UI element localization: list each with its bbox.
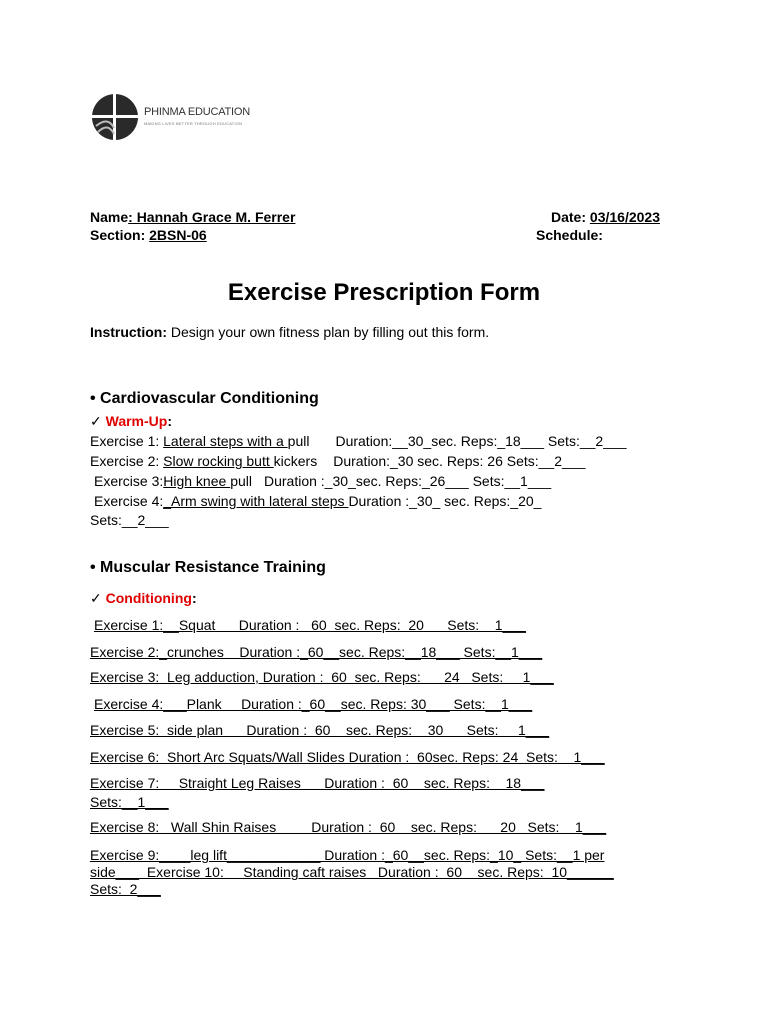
ex-prefix: Exercise 3: (94, 473, 164, 489)
conditioning-colon: : (191, 590, 197, 606)
logo-brand: PHINMA EDUCATION (144, 106, 250, 118)
muscular-heading: • Muscular Resistance Training (90, 559, 326, 576)
muscular-exercise-4: Exercise 4:___Plank Duration :_60__sec. Reps: 30___ Sets:__1___ (94, 696, 533, 712)
ex-name: _Arm swing with lateral steps (163, 493, 349, 509)
phinma-logo (90, 92, 270, 142)
page-title: Exercise Prescription Form (227, 279, 541, 306)
date-label: Date: (551, 209, 590, 225)
cardio-exercise-4 (94, 493, 541, 509)
ex-prefix: Exercise 2: (90, 453, 164, 469)
muscular-exercise-8: Exercise 8: Wall Shin Raises Duration : 60 sec. Reps: 20 Sets: 1___ (90, 819, 607, 835)
ex-name: Lateral steps with a (163, 433, 288, 449)
section-field (90, 227, 207, 243)
ex-name-rest: pull (230, 473, 252, 489)
ex-name-rest: kickers (273, 453, 318, 469)
date-field (551, 209, 660, 225)
check-icon: ✓ (90, 413, 106, 429)
ex-name: High knee (163, 473, 231, 489)
ex-details: Duration:__30_sec. Reps:_18___ Sets:__2___ (335, 433, 627, 449)
ex-prefix: Exercise 1: (90, 433, 164, 449)
instruction-text: Design your own fitness plan by filling out this form. (167, 324, 490, 340)
section-label: Section: (90, 227, 150, 243)
muscular-exercise-3: Exercise 3: Leg adduction, Duration : 60 sec. Reps: 24 Sets: 1___ (90, 669, 554, 685)
logo-tagline: MAKING LIVES BETTER THROUGH EDUCATION (144, 121, 243, 126)
muscular-exercise-5: Exercise 5: side plan Duration : 60 sec. Reps: 30 Sets: 1___ (90, 722, 550, 738)
ex-name: Slow rocking butt (163, 453, 274, 469)
conditioning-label: Conditioning (105, 590, 192, 606)
muscular-exercise-10-sets: Sets: 2___ (90, 881, 161, 897)
name-label: Name (90, 209, 129, 225)
instruction (90, 324, 489, 340)
muscular-exercise-2: Exercise 2:_crunches Duration :_60__sec. Reps:__18___ Sets:__1___ (90, 644, 543, 660)
instruction-label: Instruction: (90, 324, 167, 340)
warmup-subheading (90, 413, 172, 430)
check-icon: ✓ (90, 590, 106, 606)
warmup-colon: : (167, 413, 172, 429)
muscular-exercise-9: Exercise 9:____leg lift____________ Duration :_60__sec. Reps:_10_ Sets:__1 per (90, 847, 605, 863)
name-field (90, 209, 295, 225)
ex-details: Duration:_30 sec. Reps: 26 Sets:__2___ (333, 453, 586, 469)
warmup-label: Warm-Up (105, 413, 168, 429)
schedule-field (536, 227, 603, 243)
muscular-exercise-10: side___ Exercise 10: Standing caft raises Duration : 60 sec. Reps: 10______ (90, 864, 614, 880)
phinma-logo-icon (90, 92, 140, 142)
muscular-exercise-6: Exercise 6: Short Arc Squats/Wall Slides Duration : 60sec. Reps: 24 Sets: 1___ (90, 749, 605, 765)
ex-name-rest: pull (287, 433, 310, 449)
name-value: : Hannah Grace M. Ferrer (128, 209, 296, 225)
cardio-exercise-4-sets: Sets:__2___ (90, 512, 169, 528)
ex-details: Duration :_30_sec. Reps:_26___ Sets:__1___ (263, 473, 552, 489)
section-value: 2BSN-06 (149, 227, 207, 243)
cardio-heading: • Cardiovascular Conditioning (90, 390, 319, 407)
muscular-exercise-7-sets: Sets:__1___ (90, 794, 169, 810)
cardio-exercise-2 (90, 453, 585, 469)
cardio-exercise-1 (90, 433, 627, 449)
ex-prefix: Exercise 4: (94, 493, 164, 509)
schedule-label: Schedule: (536, 227, 603, 243)
conditioning-subheading (90, 590, 197, 607)
cardio-exercise-3 (94, 473, 551, 489)
ex-details: Duration :_30_ sec. Reps:_20_ (348, 493, 542, 509)
muscular-exercise-1: Exercise 1:__Squat Duration : 60 sec. Reps: 20 Sets: 1___ (94, 617, 526, 633)
date-value: 03/16/2023 (589, 209, 660, 225)
muscular-exercise-7: Exercise 7: Straight Leg Raises Duration : 60 sec. Reps: 18___ (90, 775, 545, 791)
